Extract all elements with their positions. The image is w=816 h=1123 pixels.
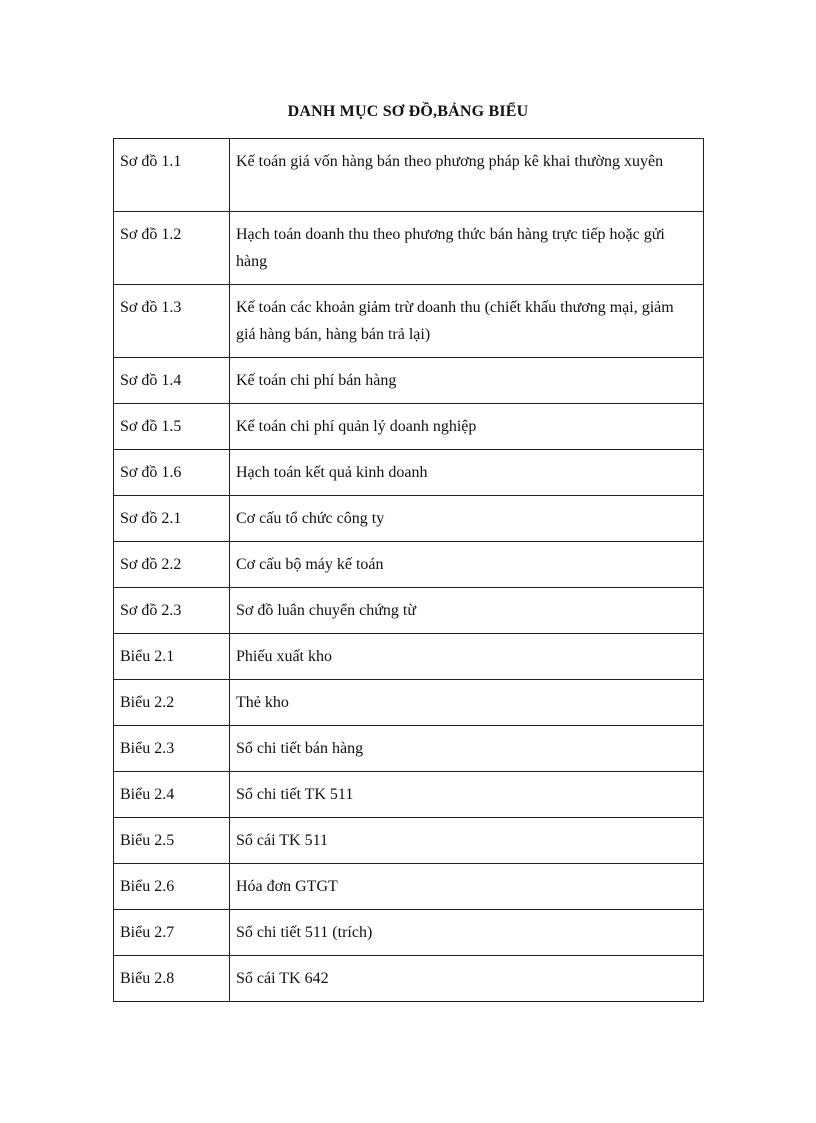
row-description: Kế toán chi phí quản lý doanh nghiệp — [230, 404, 704, 450]
table-row — [114, 542, 704, 588]
row-code: Biểu 2.8 — [114, 956, 230, 1002]
row-code: Sơ đồ 1.6 — [114, 450, 230, 496]
row-code: Biểu 2.7 — [114, 910, 230, 956]
table-row — [114, 818, 704, 864]
row-description: Kế toán giá vốn hàng bán theo phương pháp kê khai thường xuyên — [230, 139, 704, 212]
row-description: Sổ chi tiết 511 (trích) — [230, 910, 704, 956]
table-row — [114, 450, 704, 496]
row-description: Phiếu xuất kho — [230, 634, 704, 680]
row-code: Sơ đồ 2.2 — [114, 542, 230, 588]
row-code: Biểu 2.1 — [114, 634, 230, 680]
row-code: Sơ đồ 1.1 — [114, 139, 230, 212]
table-row — [114, 139, 704, 212]
row-code: Sơ đồ 1.4 — [114, 358, 230, 404]
row-description: Sổ chi tiết TK 511 — [230, 772, 704, 818]
row-description: Sổ chi tiết bán hàng — [230, 726, 704, 772]
row-description: Sơ đồ luân chuyển chứng từ — [230, 588, 704, 634]
row-code: Sơ đồ 2.3 — [114, 588, 230, 634]
row-code: Biểu 2.4 — [114, 772, 230, 818]
row-code: Sơ đồ 1.2 — [114, 212, 230, 285]
table-row — [114, 864, 704, 910]
row-code: Biểu 2.5 — [114, 818, 230, 864]
row-description: Cơ cấu tổ chức công ty — [230, 496, 704, 542]
table-row — [114, 956, 704, 1002]
table-row — [114, 588, 704, 634]
row-description: Hạch toán kết quả kinh doanh — [230, 450, 704, 496]
row-code: Sơ đồ 1.3 — [114, 285, 230, 358]
table-row — [114, 212, 704, 285]
row-code: Biểu 2.2 — [114, 680, 230, 726]
table-row — [114, 404, 704, 450]
row-description: Hóa đơn GTGT — [230, 864, 704, 910]
page-title: DANH MỤC SƠ ĐỒ,BẢNG BIỂU — [287, 103, 529, 120]
row-description: Sổ cái TK 642 — [230, 956, 704, 1002]
row-description: Kế toán các khoản giảm trừ doanh thu (chiết khấu thương mại, giảm giá hàng bán, hàng bán trả lại) — [230, 285, 704, 358]
row-description: Cơ cấu bộ máy kế toán — [230, 542, 704, 588]
row-code: Sơ đồ 1.5 — [114, 404, 230, 450]
row-code: Biểu 2.6 — [114, 864, 230, 910]
table-row — [114, 772, 704, 818]
row-code: Biểu 2.3 — [114, 726, 230, 772]
row-description: Thẻ kho — [230, 680, 704, 726]
table-row — [114, 496, 704, 542]
row-description: Hạch toán doanh thu theo phương thức bán hàng trực tiếp hoặc gửi hàng — [230, 212, 704, 285]
table-row — [114, 358, 704, 404]
figure-table-list — [113, 138, 704, 1002]
table-row — [114, 726, 704, 772]
row-description: Sổ cái TK 511 — [230, 818, 704, 864]
row-code: Sơ đồ 2.1 — [114, 496, 230, 542]
table-row — [114, 680, 704, 726]
row-description: Kế toán chi phí bán hàng — [230, 358, 704, 404]
table-row — [114, 285, 704, 358]
table-row — [114, 634, 704, 680]
table-row — [114, 910, 704, 956]
